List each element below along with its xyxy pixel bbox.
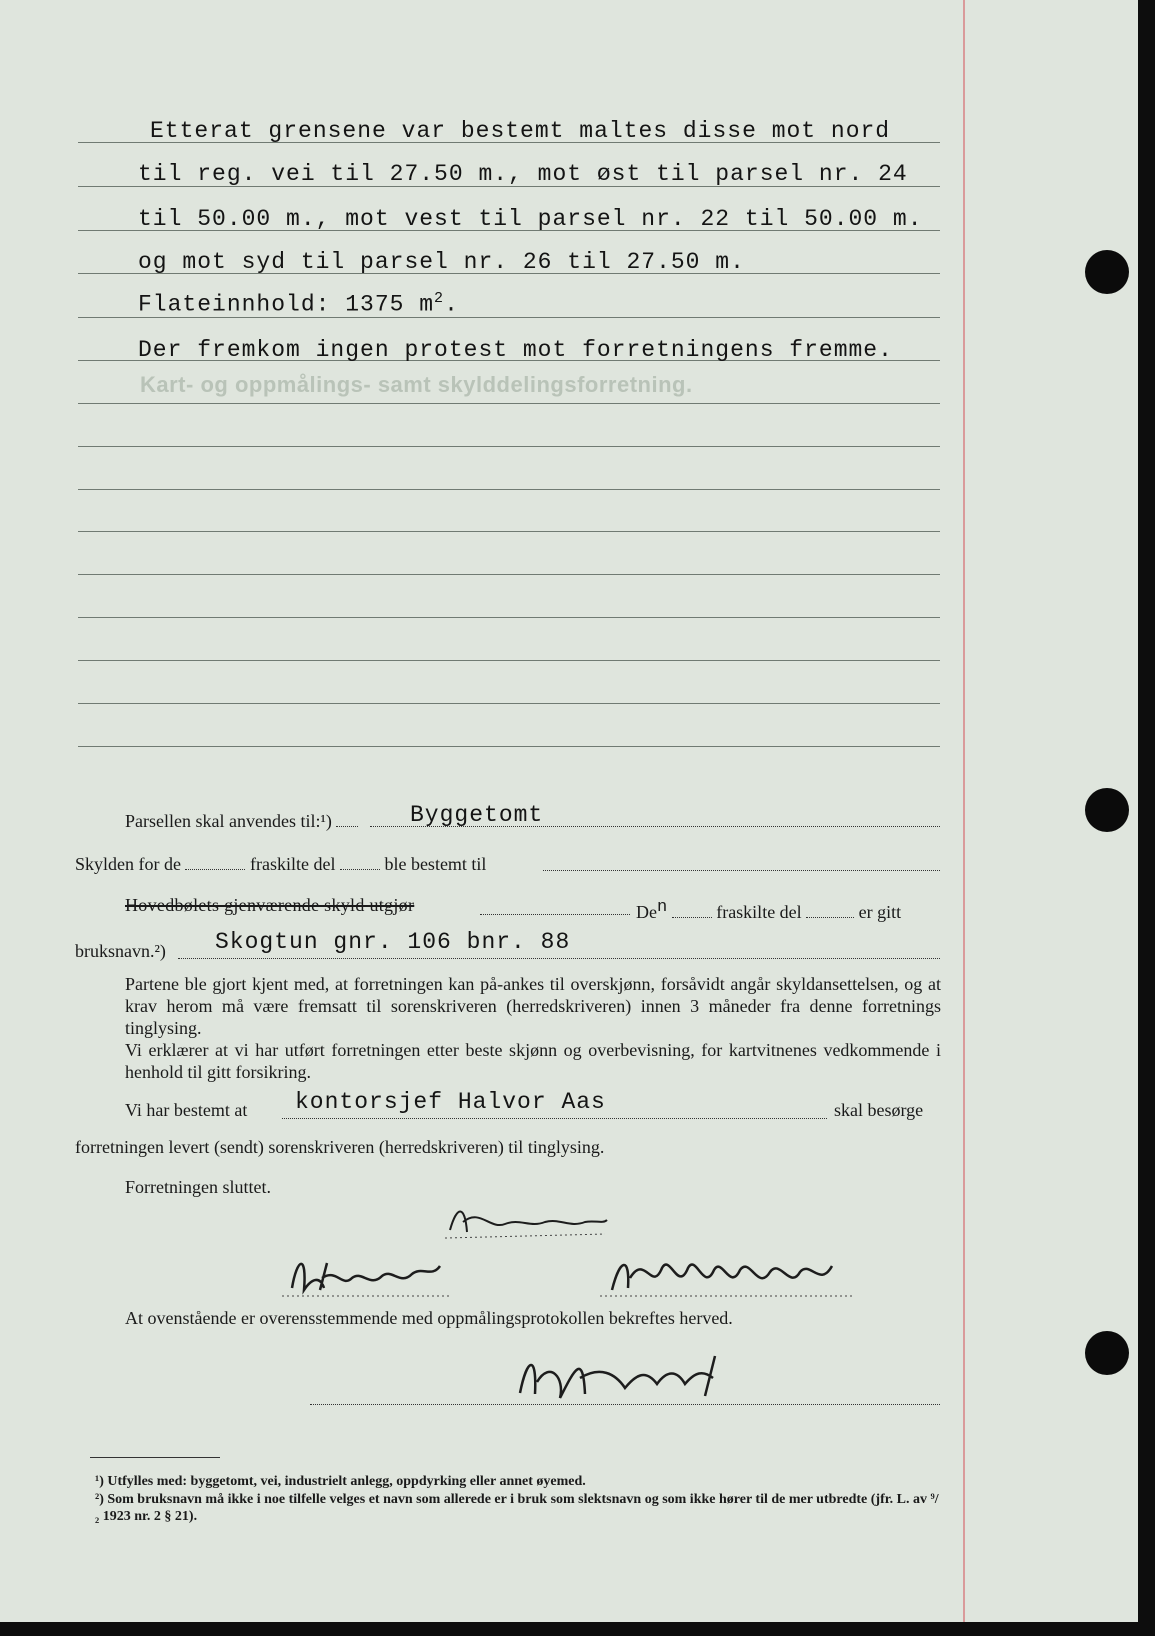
typed-line: til 50.00 m., mot vest til parsel nr. 22 til 50.00 m. [138, 206, 923, 232]
appeal-paragraph [75, 973, 941, 1039]
fraskilte-label: fraskilte del [716, 902, 802, 922]
struck-text: Hovedbølets gjenværende skyld utgjør [125, 895, 415, 915]
bestemt-value: kontorsjef Halvor Aas [295, 1089, 606, 1115]
punch-hole-middle [1085, 788, 1129, 832]
attest-line: At ovenstående er overensstemmende med oppmålingsprotokollen bekreftes herved. [125, 1308, 733, 1328]
de-suffix: n [657, 898, 668, 917]
typed-area-line [138, 290, 459, 318]
ruled-line [78, 617, 940, 618]
typed-line: Etterat grensene var bestemt maltes disse mot nord [150, 118, 891, 144]
area-text: Flateinnhold: 1375 m [138, 291, 435, 318]
ruled-line [78, 489, 940, 490]
ruled-line [78, 446, 940, 447]
typed-line: Der fremkom ingen protest mot forretningens fremme. [138, 337, 893, 363]
ruled-line [78, 403, 940, 404]
er-gitt-label: er gitt [858, 902, 902, 922]
margin-line [963, 0, 965, 1622]
signature-4 [505, 1348, 755, 1406]
punch-hole-top [1085, 250, 1129, 294]
footnote-1: ¹) Utfylles med: byggetomt, vei, industrielt anlegg, oppdyrking eller annet øyemed. [95, 1474, 586, 1489]
use-value: Byggetomt [410, 802, 544, 828]
skyld-label-1: Skylden for de [75, 854, 181, 874]
footnote-2: ²) Som bruksnavn må ikke i noe tilfelle velges et navn som allerede er i bruk som slektsnavn og som ikke hører til de mer utbredte (jfr. L. av ⁹/₂ 1923 nr. 2 § 21). [95, 1492, 939, 1524]
use-row [125, 810, 358, 832]
typed-line: og mot syd til parsel nr. 26 til 27.50 m. [138, 249, 745, 275]
declaration-text: Vi erklærer at vi har utført forretningen etter beste skjønn og overbevisning, for kartvitnenes vedkommende i henhold til gitt forsikring. [125, 1040, 941, 1082]
signature-3 [600, 1248, 860, 1300]
sluttet-line: Forretningen sluttet. [125, 1177, 271, 1197]
appeal-text: Partene ble gjort kjent med, at forretningen kan på-ankes til overskjønn, forsåvidt angår skyldansettelsen, og at krav herom må være fremsatt til sorenskriveren (herredskriveren) innen 3 måneder fra denne forretnings tinglysing. [125, 974, 941, 1038]
bleedthrough-heading: Kart- og oppmålings- samt skylddelingsforretning. [140, 372, 693, 397]
bruksnavn-value: Skogtun gnr. 106 bnr. 88 [215, 929, 571, 955]
levert-line: forretningen levert (sendt) sorenskriveren (herredskriveren) til tinglysing. [75, 1137, 605, 1157]
besorge-label: skal besørge [834, 1100, 924, 1120]
ruled-line [78, 746, 940, 747]
bestemt-label: Vi har bestemt at [125, 1100, 248, 1120]
de-row [636, 898, 901, 923]
area-suffix: . [444, 291, 459, 318]
skyld-label-3: ble bestemt til [384, 854, 487, 874]
area-superscript: 2 [434, 290, 445, 307]
bruksnavn-label: bruksnavn.²) [75, 941, 166, 961]
skyld-row [75, 853, 486, 875]
use-label: Parsellen skal anvendes til:¹) [125, 811, 332, 831]
skyld-label-2: fraskilte del [249, 854, 336, 874]
signature-1 [445, 1200, 610, 1242]
declaration-paragraph [75, 1039, 941, 1083]
ruled-line [78, 574, 940, 575]
typed-line: til reg. vei til 27.50 m., mot øst til parsel nr. 24 [138, 161, 908, 187]
ruled-line [78, 660, 940, 661]
de-label: De [636, 902, 657, 922]
ruled-line [78, 703, 940, 704]
signature-2 [282, 1248, 457, 1300]
ruled-line [78, 531, 940, 532]
punch-hole-bottom [1085, 1331, 1129, 1375]
